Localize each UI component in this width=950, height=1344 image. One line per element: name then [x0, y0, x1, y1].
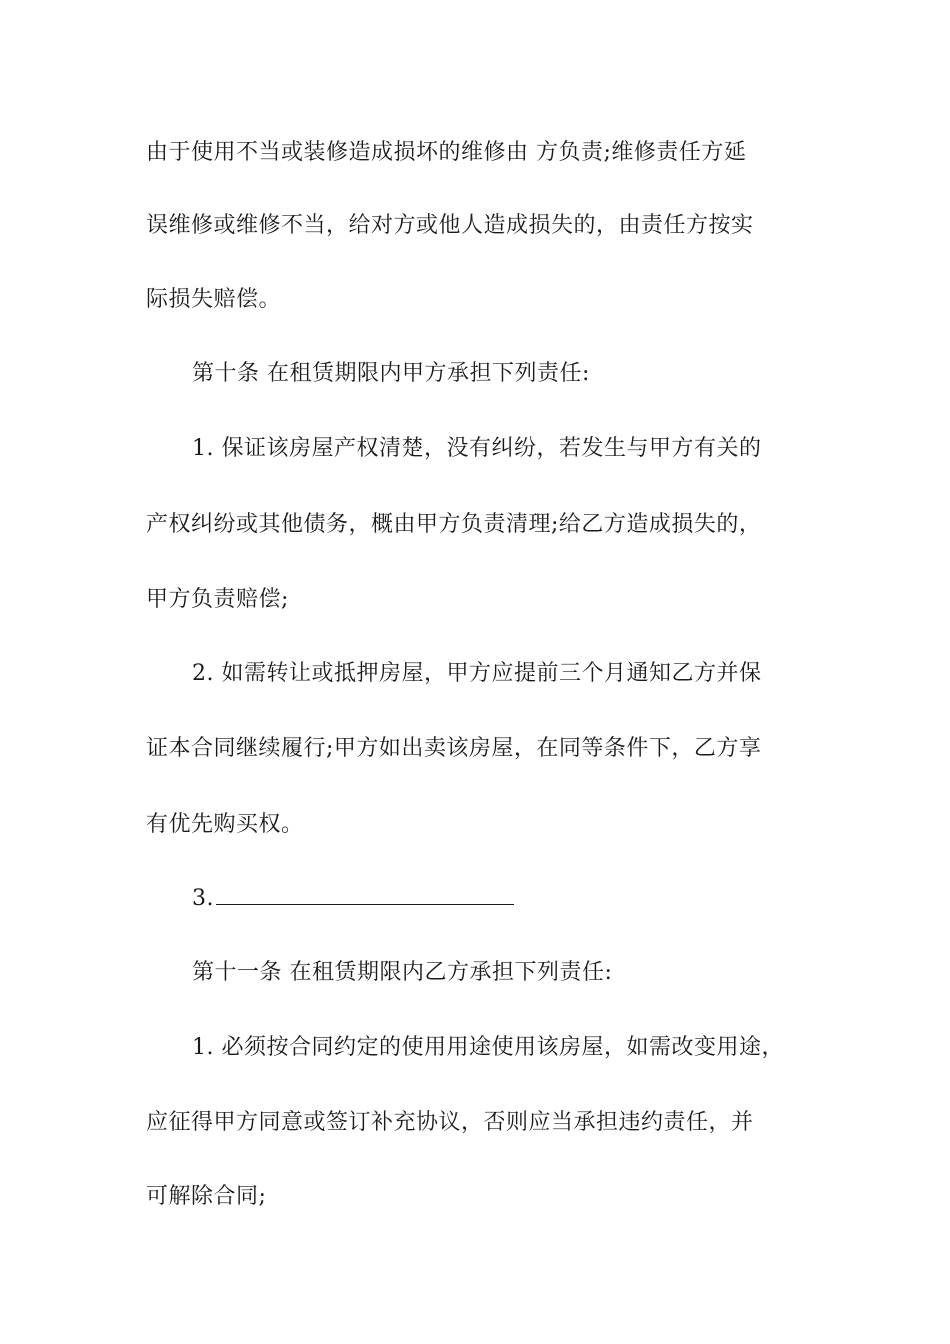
text-line: 应征得甲方同意或签订补充协议，否则应当承担违约责任，并 [146, 1110, 754, 1135]
fill-in-blank[interactable] [216, 884, 514, 905]
text-line: 误维修或维修不当，给对方或他人造成损失的，由责任方按实 [146, 213, 754, 238]
text-line: 有优先购买权。 [146, 812, 304, 837]
clause-item: 1. 必须按合同约定的使用用途使用该房屋，如需改变用途， [192, 1035, 784, 1060]
text-line: 证本合同继续履行;甲方如出卖该房屋，在同等条件下，乙方享 [146, 736, 762, 761]
clause-item: 1. 保证该房屋产权清楚，没有纠纷，若发生与甲方有关的 [192, 436, 762, 461]
text-line: 产权纠纷或其他债务，概由甲方负责清理;给乙方造成损失的， [146, 512, 762, 537]
text-line: 由于使用不当或装修造成损坏的维修由 方负责;维修责任方延 [146, 140, 747, 165]
text-line: 可解除合同; [146, 1184, 267, 1209]
clause-item: 2. 如需转让或抵押房屋，甲方应提前三个月通知乙方并保 [192, 661, 762, 686]
clause-number: 3. [192, 886, 214, 911]
article-heading: 第十条 在租赁期限内甲方承担下列责任: [192, 361, 590, 386]
text-line: 际损失赔偿。 [146, 287, 282, 312]
article-heading: 第十一条 在租赁期限内乙方承担下列责任: [192, 960, 613, 985]
blank-clause-item [192, 884, 514, 914]
text-line: 甲方负责赔偿; [146, 587, 289, 612]
